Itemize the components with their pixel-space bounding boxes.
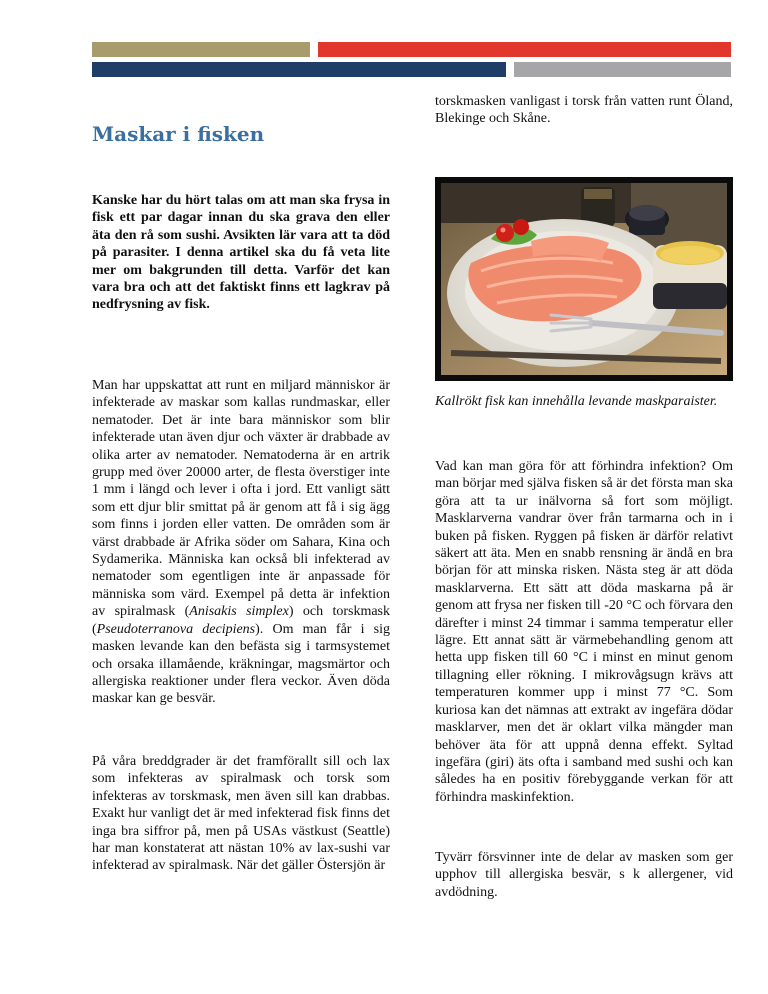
- article-lead: Kanske har du hört talas om att man ska frysa in fisk ett par dagar innan du ska grava den eller äta den rå som sushi. Avsikten lär vara att ta död på parasiter. I denna artikel ska du få veta lite mer om bakgrunden till detta. Varför det kan vara bra och att det faktiskt finns ett lagkrav på nedfrysning av fisk.: [92, 193, 390, 313]
- smoked-salmon-photo: [435, 177, 733, 381]
- header-bar-navy: [92, 62, 506, 77]
- paragraph-allergens: Tyvärr försvinner inte de delar av masken som ger upphov till allergiska besvär, s k allergener, vid avdödning.: [435, 850, 733, 900]
- species-pseudoterranova: Pseudoterranova decipiens: [96, 621, 256, 637]
- photo-caption: Kallrökt fisk kan innehålla levande maskparaister.: [435, 394, 718, 409]
- header-bar-red: [318, 42, 731, 57]
- paragraph-intro: Man har uppskattat att runt en miljard människor är infekterade av maskar som kallas rundmaskar, eller nematoder. Det är inte bara människor som blir infekterade utan även djur och växter är drabbade av olika arter av nematoder. Nematoderna är en artrik grupp med över 20000 arter, de flesta överstiger inte 1 mm i längd och lever i ofta i jord. Ett vanligt sätt som ett djur blir smittat på är genom att få i sig ägg som finns i jorden eller vatten. De områden som är värst drabbade är Afrika söder om Sahara, Kina och Sydamerika. Människa kan också bli infekterad av nematoder som egentligen inte är anpassade för människa som värd. Exempel på detta är infektion av spiralmask (Anisakis simplex) och torskmask (Pseudoterranova decipiens). Om man får i sig masken levande kan den befästa sig i tarmsystemet och orsaka illamående, kräkningar, magsmärtor och allergiska reaktioner under flera veckor. Även döda maskar kan ge besvär.: [92, 378, 391, 707]
- paragraph-prevention: Vad kan man göra för att förhindra infektion? Om man börjar med själva fisken så är det första man ska göra att ta ur inälvorna så fort som möjligt. Masklarverna vandrar över från tarmarna och in i buken på fisken. Ryggen på fisken är därför relativt säkert att äta. Men en snabb rensning är ändå en bra början för att minska risken. Nästa steg är att döda masklarverna. Ett sätt att döda maskarna på är genom att frysa ner fisken till -20 °C och förvara den därefter i minst 24 timmar i samma temperatur eller lägre. Ett annat sätt är värmebehandling genom att hetta upp fisken till 60 °C i minst en minut genom tillagning eller rökning. I mikrovågsugn krävs att temperaturen kommer upp i minst 77 °C. Som kuriosa kan det nämnas att extrakt av ingefära dödar masklarver, men det är oklart vilka mängder man behöver äta för att uppnå denna effekt. Syltad ingefära (giri) äts ofta i samband med sushi och kan således ha en positiv förebyggande verkan för att förhindra maskinfektion.: [435, 459, 733, 805]
- paragraph-prevalence: På våra breddgrader är det framförallt sill och lax som infekteras av spiralmask och torsk som infekteras av torskmask, men även sill kan drabbas. Exakt hur vanligt det är med infekterad fisk finns det inga bra siffror på, men på USAs västkust (Seattle) har man konstaterat att nästan 10% av lax-sushi var infekterad av spiralmask. När det gäller Östersjön är: [92, 754, 390, 874]
- header-bar-gray: [514, 62, 731, 77]
- header-bar-olive: [92, 42, 310, 57]
- paragraph-prevalence-continued: torskmasken vanligast i torsk från vatten runt Öland, Blekinge och Skåne.: [435, 94, 733, 127]
- article-title: Maskar i fisken: [92, 122, 265, 146]
- species-anisakis: Anisakis simplex: [189, 604, 289, 620]
